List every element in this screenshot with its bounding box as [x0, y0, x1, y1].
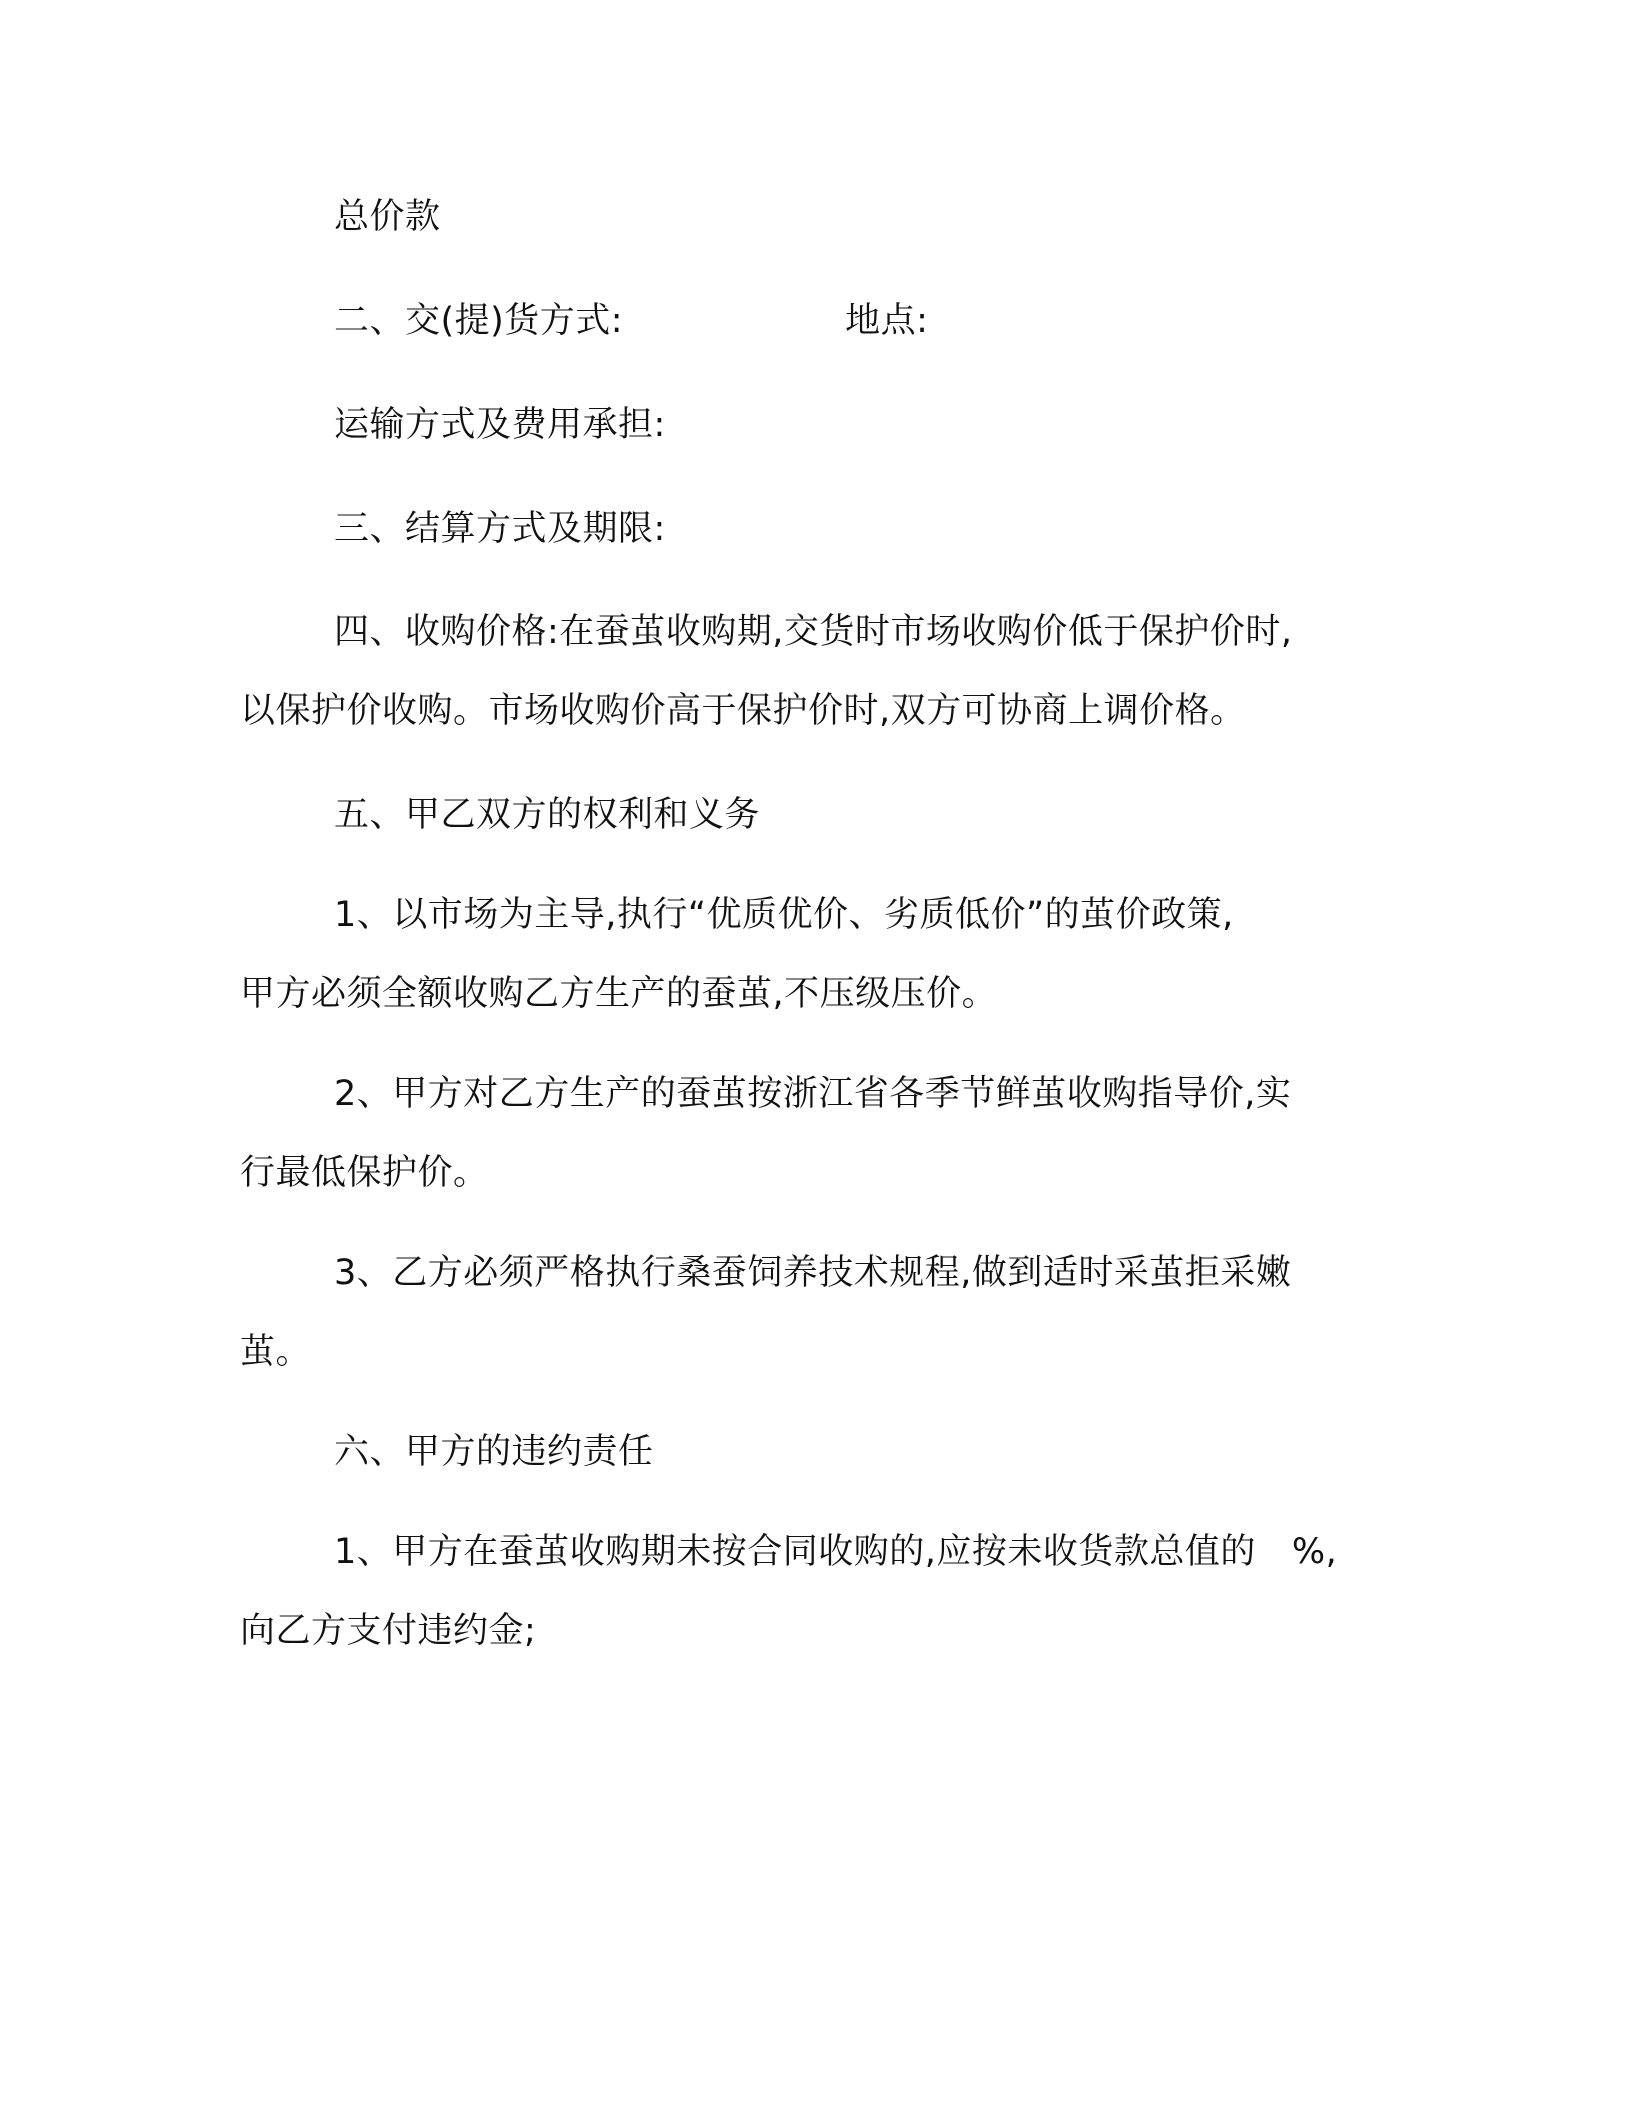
- total-price-label: 总价款: [334, 197, 441, 237]
- rights-heading-text: 五、甲乙双方的权利和义务: [334, 795, 761, 835]
- breach-percent-sign: %,: [1291, 1532, 1338, 1572]
- rights-item-1-line-2: [240, 974, 997, 1014]
- breach-item-1-text-1: 1、甲方在蚕茧收购期未按合同收购的,应按未收货款总值的: [334, 1532, 1256, 1572]
- purchase-price-line-2: [240, 691, 1246, 731]
- rights-item-2-line-2: [240, 1153, 489, 1193]
- purchase-price-text-1: 四、收购价格:在蚕茧收购期,交货时市场收购价低于保护价时,: [334, 612, 1293, 652]
- settlement-line: [334, 509, 666, 549]
- purchase-price-text-2: 以保护价收购。市场收购价高于保护价时,双方可协商上调价格。: [240, 691, 1246, 731]
- purchase-price-line-1: [334, 612, 1293, 652]
- rights-item-1-text-2: 甲方必须全额收购乙方生产的蚕茧,不压级压价。: [240, 974, 998, 1014]
- transport-label: 运输方式及费用承担:: [334, 405, 666, 445]
- transport-line: [334, 405, 666, 445]
- breach-item-1-text-2: 向乙方支付违约金;: [240, 1611, 537, 1651]
- rights-item-3-line-1: [334, 1253, 1291, 1293]
- breach-item-1-line-2: [240, 1611, 536, 1651]
- breach-heading-text: 六、甲方的违约责任: [334, 1432, 654, 1472]
- breach-item-1-line-1: [334, 1532, 1337, 1572]
- total-price-line: [334, 197, 441, 237]
- rights-item-1-text-1: 1、以市场为主导,执行“优质优价、劣质低价”的茧价政策,: [334, 895, 1234, 935]
- breach-heading: [334, 1432, 654, 1472]
- delivery-method-label: 二、交(提)货方式:: [334, 301, 624, 341]
- settlement-label: 三、结算方式及期限:: [334, 509, 666, 549]
- delivery-method-line: [334, 301, 928, 341]
- rights-item-3-line-2: [240, 1332, 311, 1372]
- rights-item-2-line-1: [334, 1074, 1291, 1114]
- rights-item-3-text-1: 3、乙方必须严格执行桑蚕饲养技术规程,做到适时采茧拒采嫩: [334, 1253, 1292, 1293]
- rights-item-3-text-2: 茧。: [240, 1332, 312, 1372]
- rights-item-2-text-1: 2、甲方对乙方生产的蚕茧按浙江省各季节鲜茧收购指导价,实: [334, 1074, 1292, 1114]
- rights-item-2-text-2: 行最低保护价。: [240, 1153, 489, 1193]
- rights-heading: [334, 795, 760, 835]
- rights-item-1-line-1: [334, 895, 1234, 935]
- delivery-location-label: 地点:: [845, 301, 929, 341]
